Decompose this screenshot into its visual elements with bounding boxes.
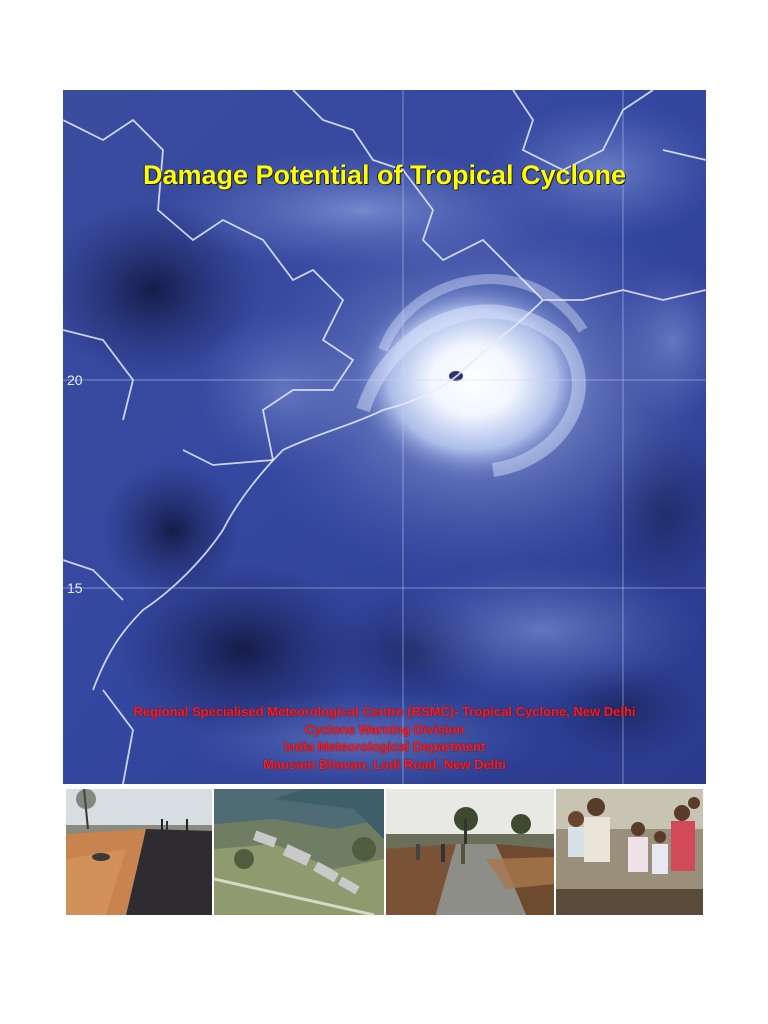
latitude-label-20: 20 — [67, 372, 83, 388]
satellite-cover-image — [63, 90, 706, 784]
photo-flooded-road — [66, 789, 212, 915]
satellite-cyclone-image — [63, 90, 706, 784]
credit-line-address: Mausam Bhavan, Lodi Road, New Delhi — [263, 756, 506, 772]
cover-title: Damage Potential of Tropical Cyclone — [142, 160, 627, 190]
credit-line-department: India Meteorological Department — [283, 739, 486, 754]
damage-photo-strip — [66, 789, 703, 915]
credit-line-rsmc: Regional Specialised Meteorological Centre (RSMC)- Tropical Cyclone, New Delhi — [133, 704, 636, 719]
credit-line-division: Cyclone Warning Division — [304, 721, 465, 737]
photo-damaged-road — [386, 789, 554, 915]
latitude-label-15: 15 — [67, 580, 83, 596]
photo-affected-people — [556, 789, 703, 915]
photo-aerial-flood — [214, 789, 384, 915]
cover-credits — [63, 703, 706, 773]
